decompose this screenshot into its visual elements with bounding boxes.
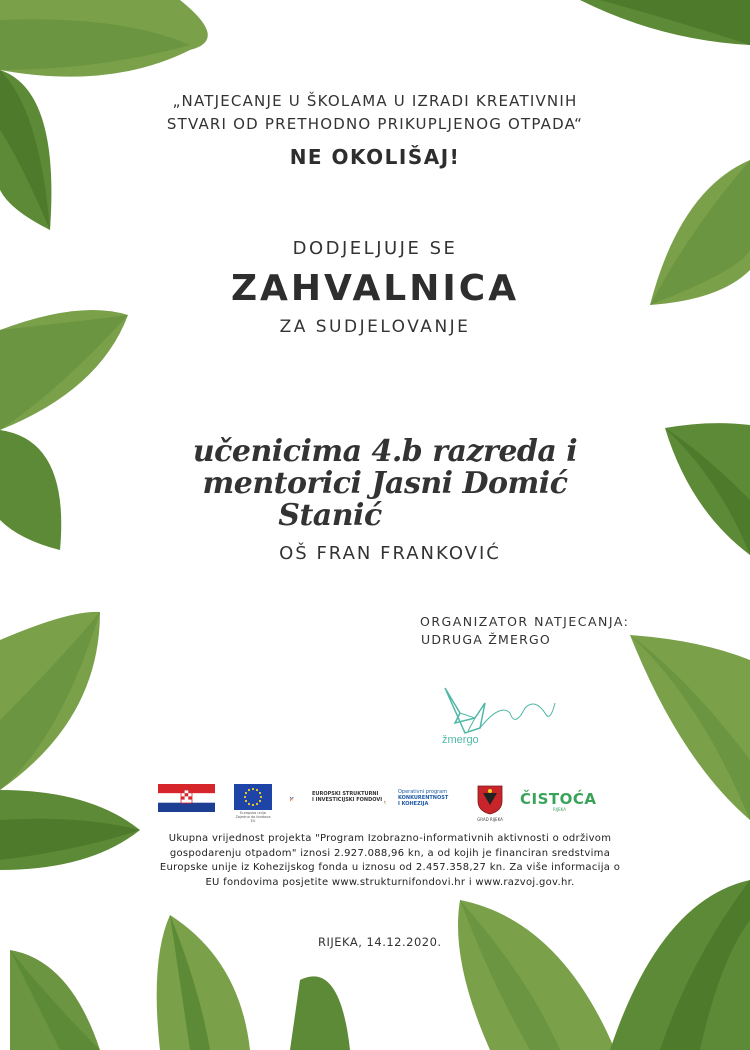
croatian-flag-icon	[158, 784, 215, 812]
award-intro: DODJELJUJE SE	[292, 238, 458, 259]
rijeka-coat-of-arms-icon	[475, 783, 505, 815]
funding-line-1: Ukupna vrijednost projekta "Program Izobrazno-informativnih aktivnosti o održivom	[168, 833, 612, 844]
competition-line-2: STVARI OD PRETHODNO PRIKUPLJENOG OTPADA“	[166, 115, 584, 133]
recipient-line-2: mentorici Jasni Domić	[202, 466, 568, 501]
organizer-label: ORGANIZATOR NATJECANJA:	[420, 614, 630, 629]
esi-funds-icon	[290, 785, 310, 813]
place-and-date: RIJEKA, 14.12.2020.	[318, 935, 442, 949]
competition-line-1: „NATJECANJE U ŠKOLAMA U IZRADI KREATIVNIH	[172, 92, 578, 110]
cistoca-logo: ČISTOĆA	[520, 790, 597, 808]
funder-logos	[150, 780, 620, 823]
zmergo-logo	[440, 683, 560, 753]
op-cohesion-icon	[384, 789, 396, 817]
op-cohesion-label	[398, 789, 448, 807]
recipient-line-1: učenicima 4.b razreda i	[192, 434, 578, 469]
esi-funds-line-2: I INVESTICIJSKI FONDOVI	[312, 797, 383, 803]
cistoca-logo-sub: RIJEKA	[553, 807, 566, 812]
zmergo-logo-text: žmergo	[442, 734, 479, 746]
funding-notice	[140, 832, 640, 890]
funding-line-2: gospodarenju otpadom" iznosi 2.927.088,96 kn, a od kojih je financiran sredstvima	[169, 847, 611, 859]
op-cohesion-line-1: Operativni program	[398, 789, 448, 795]
recipient-line-3: Stanić	[278, 498, 382, 533]
recipient-name	[150, 436, 620, 532]
eu-flag-icon	[234, 784, 272, 810]
competition-name	[0, 90, 750, 136]
funding-line-4: EU fondovima posjetite www.strukturnifondovi.hr i www.razvoj.gov.hr.	[205, 876, 575, 888]
award-subtitle: ZA SUDJELOVANJE	[279, 317, 471, 337]
op-cohesion-line-2: KONKURENTNOST	[398, 795, 449, 801]
esi-funds-label	[312, 791, 382, 803]
op-cohesion-line-3: I KOHEZIJA	[398, 801, 429, 807]
eu-caption: Europska unija Zajedno do fondova EU	[235, 811, 271, 823]
coat-of-arms-caption: GRAD RIJEKA	[477, 817, 503, 822]
organizer-name: UDRUGA ŽMERGO	[421, 632, 551, 647]
school-name: OŠ FRAN FRANKOVIĆ	[279, 543, 501, 564]
award-title: ZAHVALNICA	[230, 268, 520, 309]
funding-line-3: Europske unije iz Kohezijskog fonda u iznosu od 2.457.358,27 kn. Za više informacija o	[159, 862, 621, 873]
slogan: NE OKOLIŠAJ!	[289, 145, 461, 169]
esi-funds-line-1: EUROPSKI STRUKTURNI	[312, 791, 379, 797]
